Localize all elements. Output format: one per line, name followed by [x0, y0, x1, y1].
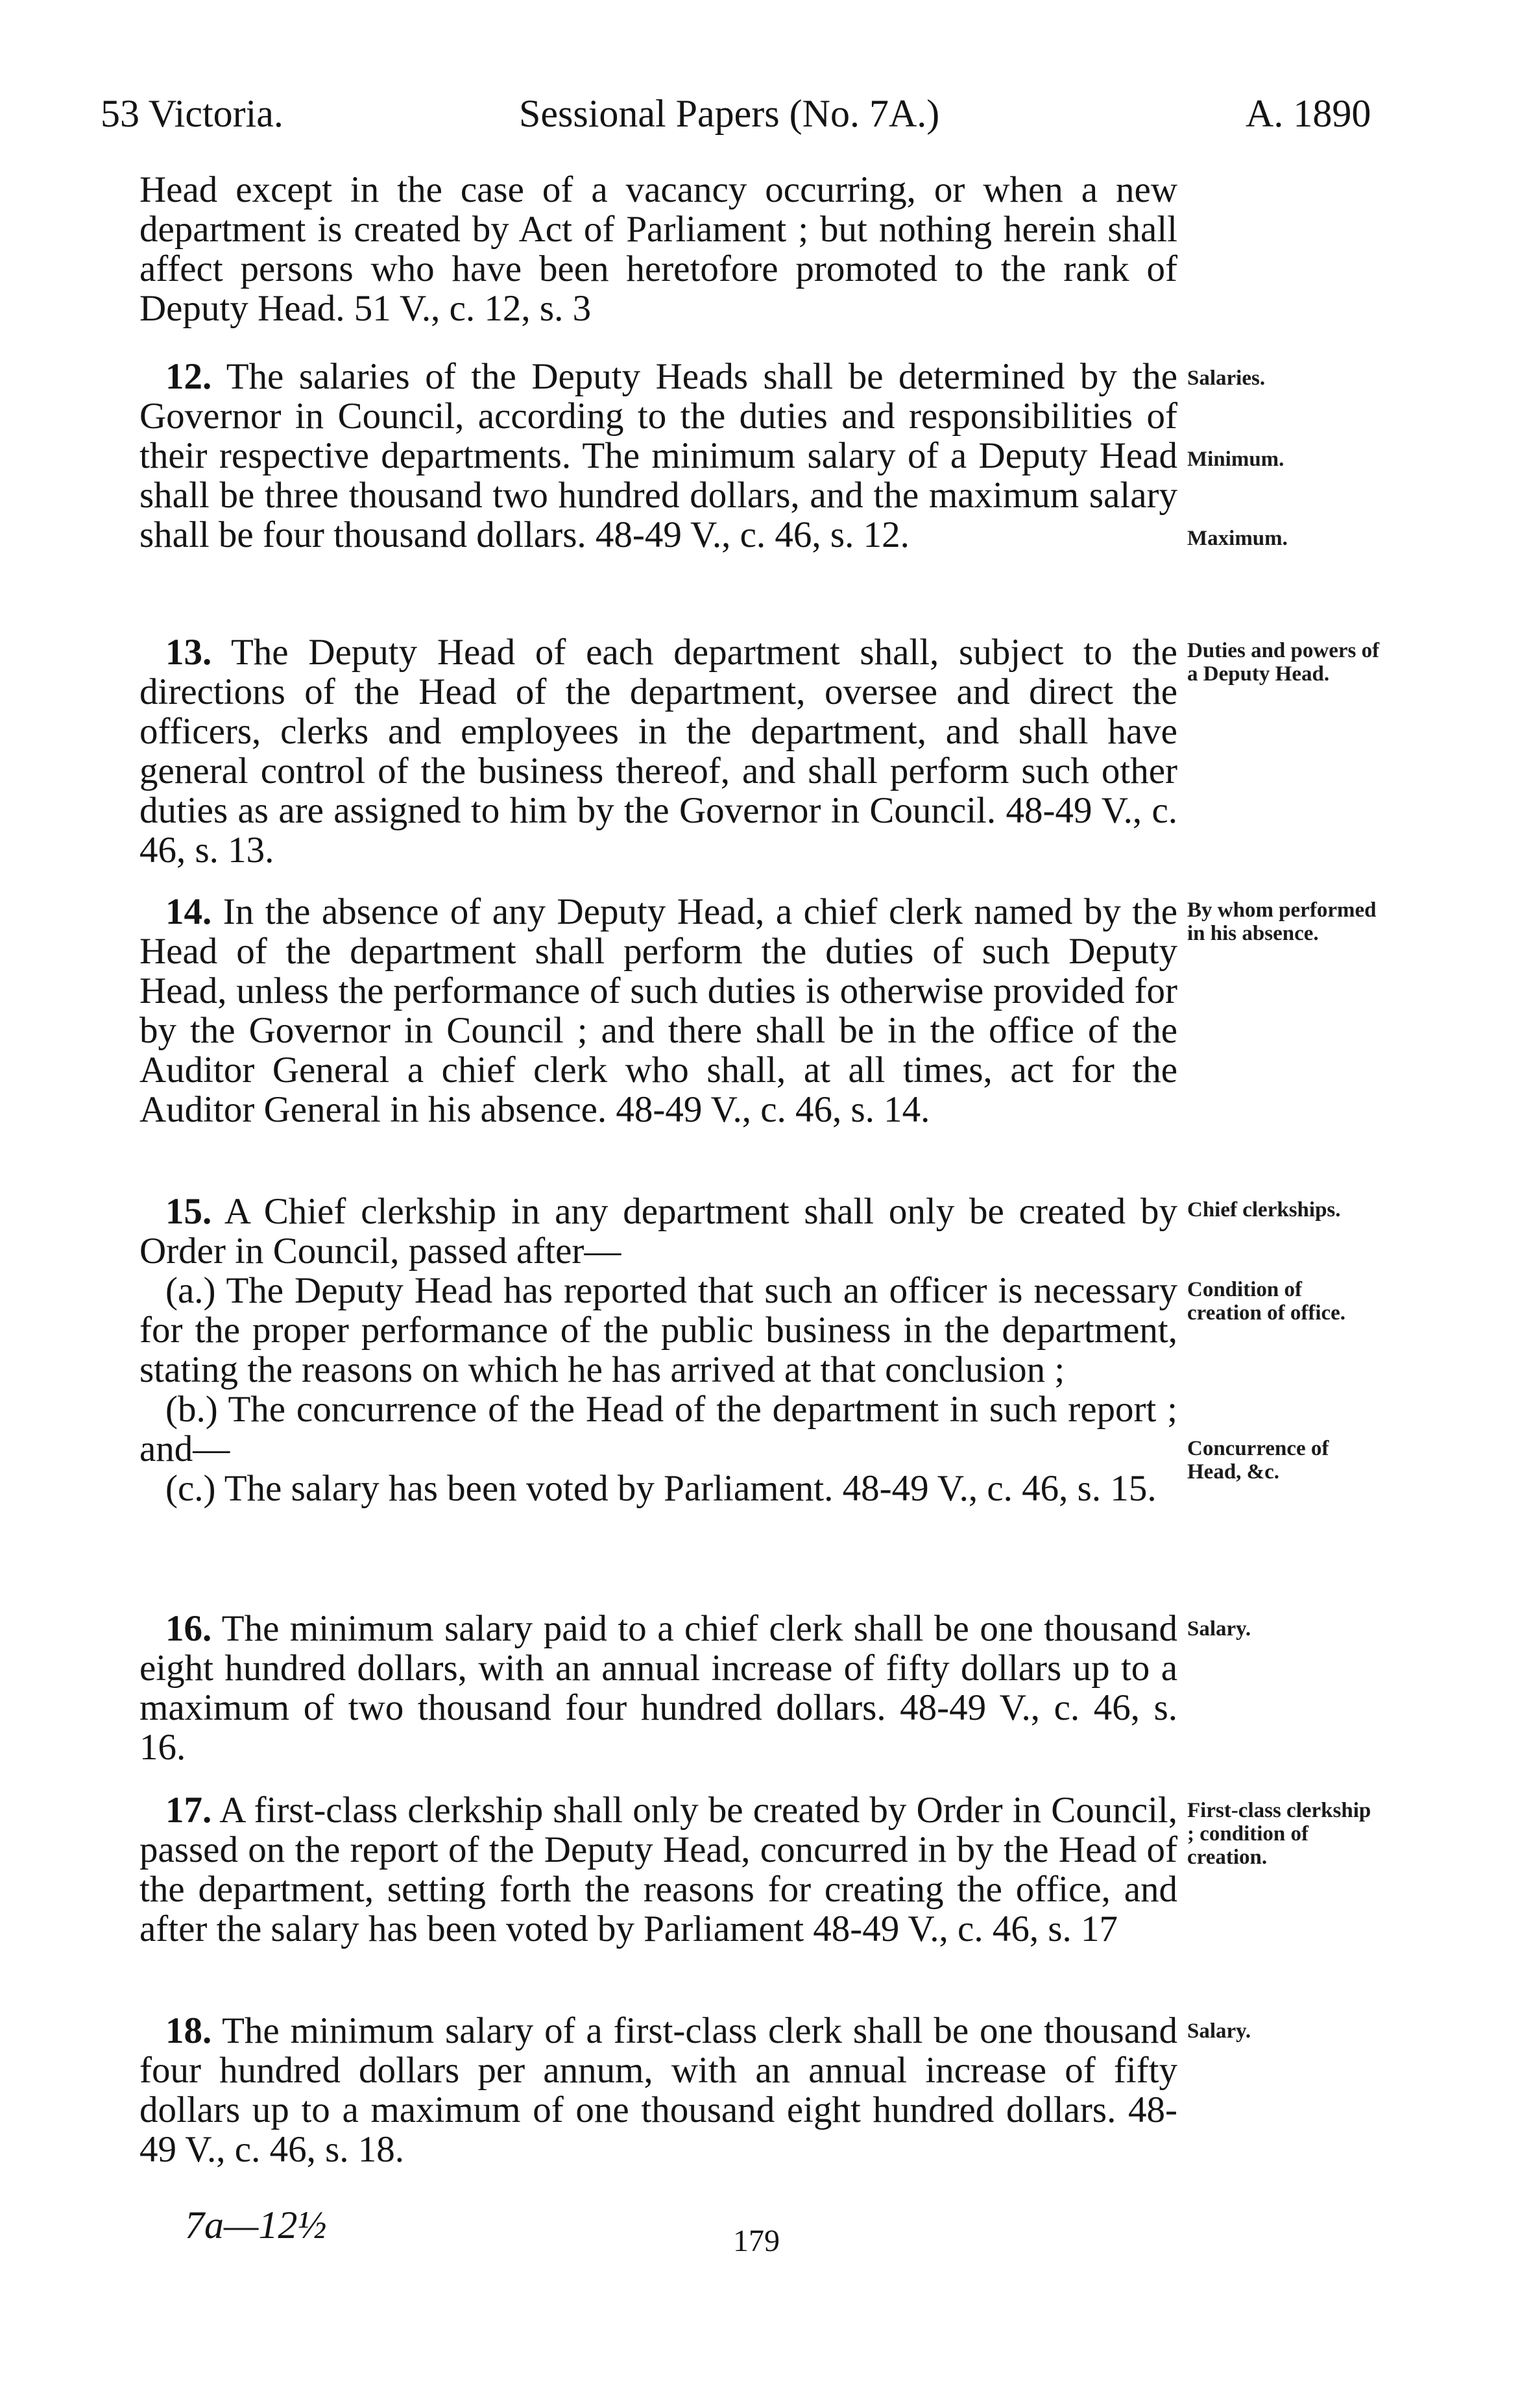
section-16-text: The minimum salary paid to a chief clerk shall be one thousand eight hundred dollars, with an annual increase of fifty dollars up to a maximum of two thousand four hundred dollars. 48-49 V., c. 46, s. 16. [139, 1608, 1177, 1768]
margin-note-salaries: Salaries. [1187, 367, 1266, 390]
margin-note-first-class: First-class clerkship ; condition of creation. [1187, 1799, 1371, 1869]
margin-note-duties: Duties and powers of a Deputy Head. [1187, 639, 1380, 686]
section-intro [139, 170, 1177, 328]
margin-note-by-whom: By whom performed in his absence. [1187, 898, 1377, 945]
section-16 [139, 1609, 1177, 1767]
section-17-text: A first-class clerkship shall only be created by Order in Council, passed on the report of the Deputy Head, concurred in by the Head of the department, setting forth the reasons for creating the office, and after the salary has been voted by Parliament 48-49 V., c. 46, s. 17 [139, 1790, 1177, 1949]
margin-note-chief-clerkships: Chief clerkships. [1187, 1198, 1341, 1222]
section-14 [139, 892, 1177, 1129]
margin-note-minimum: Minimum. [1187, 448, 1284, 471]
section-12-text: The salaries of the Deputy Heads shall be determined by the Governor in Council, according to the duties and responsibilities of their respective departments. The minimum salary of a Deputy Head shall be three thousand two hundred dollars, and the maximum salary shall be four thousand dollars. 48-49 V., c. 46, s. 12. [139, 356, 1177, 555]
section-18-text: The minimum salary of a first-class clerk shall be one thousand four hundred dollars per annum, with an annual increase of fifty dollars up to a maximum of one thousand eight hundred dollars. 48-49 V., c. 46, s. 18. [139, 2010, 1177, 2170]
header-paper-title: Sessional Papers (No. 7A.) [519, 92, 940, 135]
section-17 [139, 1790, 1177, 1949]
margin-note-salary-18: Salary. [1187, 2019, 1251, 2043]
margin-note-maximum: Maximum. [1187, 527, 1288, 550]
section-12 [139, 357, 1177, 555]
section-15-clause-a: (a.) The Deputy Head has reported that such an officer is necessary for the proper performance of the public business in the department, stating the reasons on which he has arrived at that conclusion ; [139, 1270, 1177, 1390]
header-session: 53 Victoria. [101, 92, 283, 135]
section-17-number: 17. [165, 1790, 212, 1831]
section-18-number: 18. [165, 2010, 212, 2051]
section-15-clause-c: (c.) The salary has been voted by Parliament. 48-49 V., c. 46, s. 15. [165, 1468, 1157, 1509]
section-15 [139, 1192, 1177, 1508]
section-15-text: A Chief clerkship in any department shall only be created by Order in Council, passed after— [139, 1191, 1177, 1271]
section-13-text: The Deputy Head of each department shall, subject to the directions of the Head of the department, oversee and direct the officers, clerks and employees in the department, and shall have general control of the business thereof, and shall perform such other duties as are assigned to him by the Governor in Council. 48-49 V., c. 46, s. 13. [139, 632, 1177, 871]
section-13 [139, 632, 1177, 870]
margin-note-salary-16: Salary. [1187, 1617, 1251, 1641]
signature-mark: 7a—12½ [185, 2204, 327, 2246]
header-year: A. 1890 [1246, 92, 1371, 135]
section-15-clause-b: (b.) The concurrence of the Head of the department in such report ; and— [139, 1389, 1177, 1469]
section-16-number: 16. [165, 1608, 212, 1649]
section-intro-text: Head except in the case of a vacancy occurring, or when a new department is created by Act of Parliament ; but nothing herein shall affect persons who have been heretofore promoted to the rank of Deputy Head. 51 V., c. 12, s. 3 [139, 169, 1177, 329]
section-18 [139, 2011, 1177, 2169]
section-14-number: 14. [165, 891, 212, 932]
margin-note-concurrence: Concurrence of Head, &c. [1187, 1437, 1329, 1484]
page-number: 179 [733, 2224, 780, 2258]
section-14-text: In the absence of any Deputy Head, a chief clerk named by the Head of the department shall perform the duties of such Deputy Head, unless the performance of such duties is otherwise provided for by the Governor in Council ; and there shall be in the office of the Auditor General a chief clerk who shall, at all times, act for the Auditor General in his absence. 48-49 V., c. 46, s. 14. [139, 891, 1177, 1130]
section-12-number: 12. [165, 356, 212, 397]
section-15-number: 15. [165, 1191, 212, 1232]
section-13-number: 13. [165, 632, 212, 673]
margin-note-condition: Condition of creation of office. [1187, 1278, 1346, 1325]
